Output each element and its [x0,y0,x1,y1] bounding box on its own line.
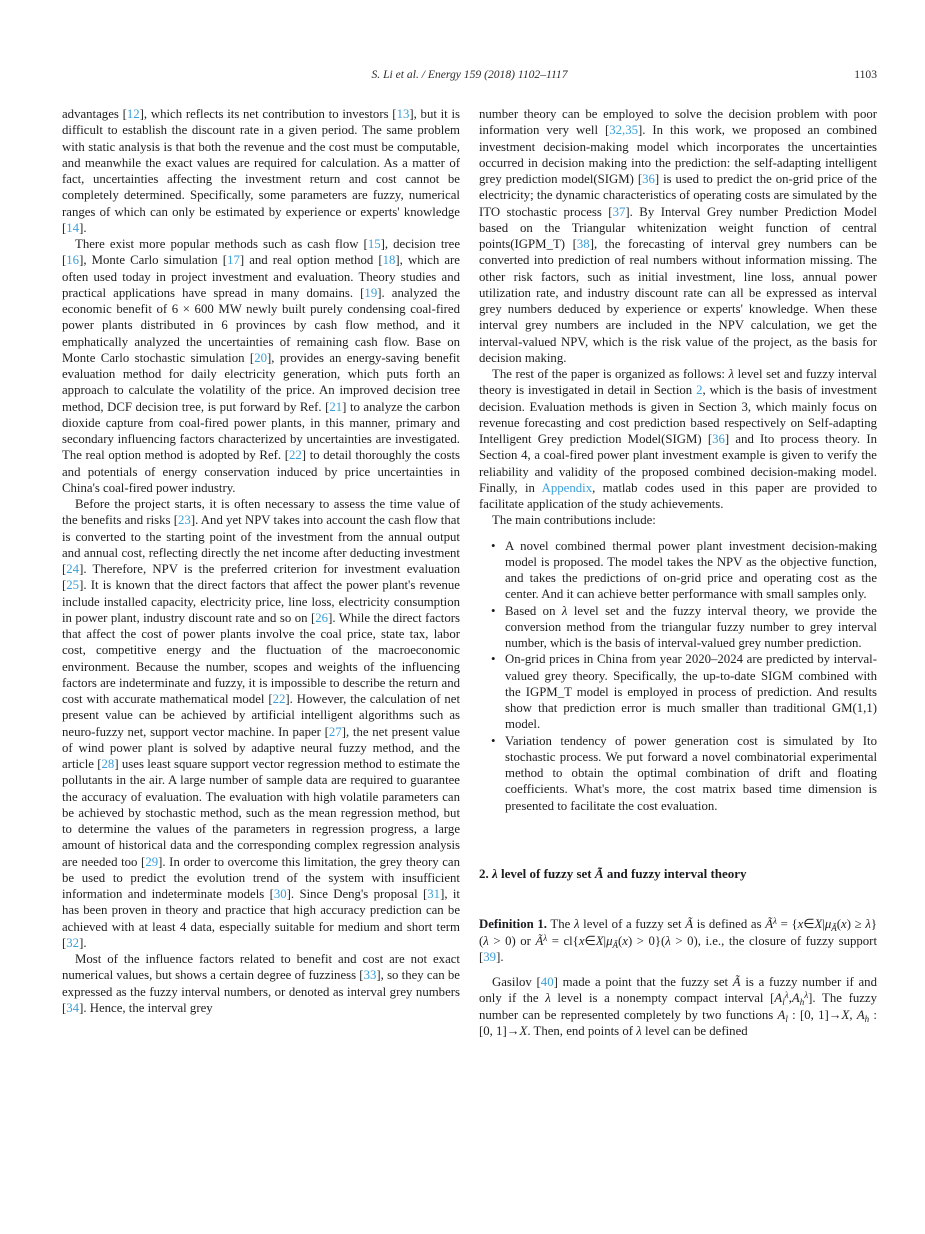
ref-link[interactable]: Appendix [541,480,593,495]
math-symbol: x [578,933,585,948]
paragraph: There exist more popular methods such as cash flow [15], decision tree [16], Monte Carlo simulation [17] and real option method [18], which are often used today in project investment and evaluation. Theory studies and practical applications have spread in many domains. [19]. analyzed the economic benefit of 6 × 600 MW newly built purely condensing coal-fired power plants distributed in 6 provinces by cash flow method, and it emphatically analyzed the uncertainties of remaining cash flow. Base on Monte Carlo stochastic simulation [20], provides an energy-saving benefit evaluation method for daily electricity generation, which puts forth an approach to calculate the volatility of the price. An improved decision tree method, DCF decision tree, is put forward by Ref. [21] to analyze the carbon dioxide capture from coal-fired power plants, in this manner, primary and secondary influencing factors characterized by uncertainties are investigated. The real option method is adopted by Ref. [22] to detail thoroughly the costs and potentials of energy conservation induced by price uncertainties in China's coal-fired power industry. [62,237,461,495]
ref-link[interactable]: 21 [329,399,343,414]
ref-link[interactable]: 38 [576,237,590,251]
math-symbol: A [856,1007,865,1022]
math-symbol: λ [573,917,580,932]
running-head-citation: S. Li et al. / Energy 159 (2018) 1102–1117 [371,68,568,81]
bullet-item: • On-grid prices in China from year 2020–2024 are predicted by interval-valued grey theory. Specifically, the up-to-date SIGM combined with the IGPM_T model is employed in process of prediction. And results show that prediction error is much smaller than traditional GM(1,1) model. [491,651,877,732]
math-symbol: X [841,1007,850,1022]
math-symbol: μ [606,933,613,948]
left-column [62,106,460,1039]
ref-link[interactable]: 12 [126,107,140,121]
ref-link[interactable]: 19 [364,285,378,300]
right-column [479,106,877,1039]
ref-link[interactable]: 32,35 [609,123,639,138]
ref-link[interactable]: 27 [328,724,342,739]
math-symbol: Ã [685,917,694,932]
ref-link[interactable]: 31 [427,887,441,901]
bold-text: Definition 1. [479,917,547,932]
math-sup: λ [773,916,777,927]
ref-link[interactable]: 36 [712,432,725,446]
paragraph: Gasilov [40] made a point that the fuzzy set Ã is a fuzzy number if and only if the λ level is a nonempty compact interval $[A_l^\lambda,A_h^\lambda]$. The fuzzy number can be represented completely by two functions $A_l$ : [0, 1]→X, $A_h$ : [0, 1]→X. Then, end points of λ level can be defined [479,975,877,1038]
math-symbol: μ [824,917,832,932]
paragraph: Most of the influence factors related to benefit and cost are not exact numerical values, but shows a certain degree of fuzziness [33], so they can be expressed as the fuzzy interval numbers, or denoted as interval grey numbers [34]. Hence, the interval grey [62,952,460,1015]
ref-link[interactable]: 22 [272,692,286,706]
ref-link[interactable]: 17 [227,253,240,268]
math-sup: λ [784,990,789,1001]
ref-link[interactable]: 18 [382,253,396,268]
ref-link[interactable]: 25 [66,578,80,593]
math-sup: λ [543,932,548,943]
math-sub: l [782,997,785,1008]
math-symbol: x [841,917,847,932]
math-symbol: λ [492,865,498,881]
ref-link[interactable]: 32 [66,935,80,950]
ref-link[interactable]: 37 [612,204,626,219]
ref-link[interactable]: 15 [367,237,381,251]
math-symbol: x [797,917,804,932]
math-symbol: Ã [594,865,604,881]
paragraph: advantages [12], which reflects its net contribution to investors [13], but it is difficult to establish the discount rate in a given period. The same problem with static analysis is that both the revenue and the cost must be computable, and meanwhile the exact values are required for calculation. As a matter of fact, uncertainties affecting the investment return and cost cannot be completely determined. Specifically, some parameters are fuzzy, numerical ranges of which can only be estimated by experience or experts' knowledge [14]. [62,107,461,235]
math-symbol: λ [545,991,551,1006]
math-symbol: Ã [765,917,774,932]
page-number: 1103 [854,68,877,81]
math-symbol: A [791,991,800,1006]
paragraph: The main contributions include: [492,513,656,528]
ref-link[interactable]: 20 [254,350,267,365]
math-symbol: X [595,933,604,948]
ref-link[interactable]: 39 [483,949,497,964]
math-symbol: λ [665,933,671,948]
math-symbol: Ã [535,933,544,948]
math-symbol: X [814,917,823,932]
contribution-list [479,538,877,814]
ref-link[interactable]: 29 [145,854,159,869]
math-symbol: λ [483,933,489,948]
math-symbol: A [774,991,783,1006]
ref-link[interactable]: 16 [66,253,80,268]
ref-link[interactable]: 34 [66,1000,80,1015]
math-symbol: Ã [732,975,741,989]
page-header [62,68,877,84]
definition-paragraph: Definition 1. The λ level of a fuzzy set Ã is defined as $Ã^\lambda$ = $\{x\in X|\mu_Ã(x) \ge \lambda\}(\lambda > 0)$ or $Ã^\lambda$ = $cl\{x\in X|\mu_Ã(x) > 0\}(\lambda > 0)$, i.e., the closure of fuzzy support [39]. [479,916,878,964]
ref-link[interactable]: 2 [696,383,703,398]
math-sup: λ [804,990,809,1001]
math-sub: Ã [612,939,619,950]
ref-link[interactable]: 24 [66,562,80,576]
math-sub: h [864,1013,870,1024]
math-sub: h [799,997,805,1008]
paragraph: Before the project starts, it is often necessary to assess the time value of the benefits and risks [23]. And yet NPV takes into account the cash flow that is converted to the starting point of the investment from the annual output and annual cost, reflecting directly the net income after deducting investment [24]. Therefore, NPV is the preferred criterion for investment evaluation [25]. It is known that the direct factors that affect the power plant's revenue include installed capacity, electricity price, line loss, electricity consumption in power plant, industry discount rate and so on [26]. While the direct factors that affect the cost of power plants involve the coal price, state tax, labor cost, competitive energy and the fluctuation of the macroeconomic environment. Because the number, scopes and weights of the influencing factors are indeterminate and fuzzy, it is impossible to describe the return and cost with accurate mathematical model [22]. However, the calculation of net present value can be achieved by artificial intelligent algorithms such as neuro-fuzzy net, support vector machine. In paper [27], the net present value of wind power plant is solved by adaptive neural fuzzy method, and the article [28] uses least square support vector regression method to estimate the pollutants in the air. A large number of sample data are required to guarantee the accuracy of evaluation. The evaluation with high volatile parameters can be achieved by stochastic method, such as the mean regression method, but to determine the values of the parameters in regression progress, a large amount of historical data and the corresponding complex regression analysis are needed too [29]. In order to overcome this limitation, the grey theory can be used to predict the evolution trend of the system with insufficient information and indeterminate models [30]. Since Deng's proposal [31], it has been proven in theory and practice that high accuracy prediction can be achieved with at least 4 data, especially suitable for medium and short term [32]. [62,497,461,950]
math-symbol: λ [865,917,871,932]
math-symbol: λ [636,1023,642,1038]
math-sub: Ã [831,923,837,934]
ref-link[interactable]: 40 [540,975,554,989]
bullet-item: • A novel combined thermal power plant investment decision-making model is proposed. The model takes the NPV as the objective function, and takes the predictions of on-grid price and operating cost as the center. And it can achieve better performance with small samples only. [491,538,877,603]
paragraph: number theory can be employed to solve the decision problem with poor information very well [32,35]. In this work, we proposed an combined investment decision-making model which incorporates the uncertainties occurred in decision making into the prediction: the self-adapting intelligent grey prediction model(SIGM) [36] is used to predict the on-grid price of the electricity; the dynamic characteristics of operating costs are simulated by the ITO stochastic process [37]. By Interval Grey number Prediction Model based on the Triangular whitenization weight function of central points(IGPM_T) [38], the forecasting of interval grey numbers can be converted into prediction of real numbers without information missing. The other risk factors, such as initial investment, line loss, annual power utilization rate, and industry discount rate can all be expressed as interval grey numbers deduced by experience or experts' knowledge. When these interval grey numbers are included in the NPV calculation, we get the interval-valued NPV, which is the risk value of the project, as the basis for decision making. [479,107,877,365]
math-symbol: X [519,1023,528,1038]
ref-link[interactable]: 33 [363,968,377,983]
ref-link[interactable]: 14 [66,220,80,235]
math-symbol: A [777,1007,786,1022]
ref-link[interactable]: 23 [178,513,191,528]
section-heading: 2. λ level of fuzzy set Ã and fuzzy interval theory [479,865,747,881]
math-symbol: λ [728,367,735,381]
ref-link[interactable]: 30 [273,887,287,901]
ref-link[interactable]: 22 [289,448,302,463]
math-symbol: x [622,933,628,948]
ref-link[interactable]: 13 [396,107,410,121]
bullet-item: • Variation tendency of power generation cost is simulated by Ito stochastic process. We put forward a novel combinatorial experimental method to obtain the optimal combination of drift and floating coefficients. What's more, the cost matrix based time dimension is presented to facilitate the cost evaluation. [491,733,877,814]
ref-link[interactable]: 26 [315,610,329,625]
math-symbol: λ [561,603,568,618]
math-sub: l [785,1013,788,1024]
ref-link[interactable]: 28 [101,757,115,771]
bullet-item: • Based on λ level set and the fuzzy interval theory, we provide the conversion method from the triangular fuzzy number to grey interval number, which is the basis of interval-valued grey number prediction. [491,603,877,652]
paragraph: The rest of the paper is organized as follows: λ level set and fuzzy interval theory is investigated in detail in Section 2, which is the basis of investment decision. Evaluation methods is given in Section 3, which mainly focus on revenue forecasting and cost prediction based respectively on Self-adapting Intelligent Grey prediction Model(SIGM) [36] and Ito process theory. In Section 4, a coal-fired power plant investment example is given to verify the reliability and validity of the proposed combined decision-making model. Finally, in Appendix, matlab codes used in this paper are provided to facilitate application of the study achievements. [479,367,877,511]
two-column-body [62,106,877,1039]
ref-link[interactable]: 36 [642,172,655,186]
